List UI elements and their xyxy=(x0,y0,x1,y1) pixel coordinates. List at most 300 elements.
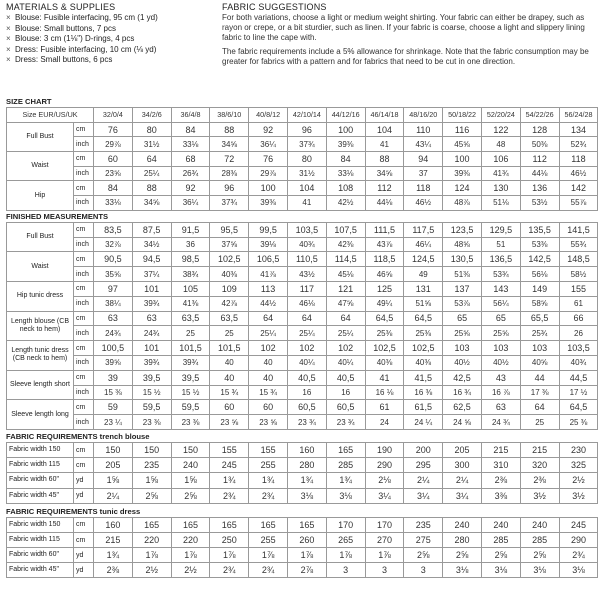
value-cell: 148,5 xyxy=(559,252,598,267)
value-cell: 280 xyxy=(443,532,482,547)
value-cell: 39,5 xyxy=(171,370,210,385)
value-cell: 88 xyxy=(365,152,404,167)
value-cell: 1¾ xyxy=(287,473,326,488)
value-cell: 84 xyxy=(94,181,133,196)
value-cell: 118 xyxy=(559,152,598,167)
value-cell: 143 xyxy=(481,282,520,297)
value-cell: 40¼ xyxy=(287,355,326,370)
value-cell: 51⅜ xyxy=(443,267,482,282)
fabric-width-label: Fabric width 150 xyxy=(7,442,74,457)
value-cell: 165 xyxy=(132,517,171,532)
value-cell: 64,5 xyxy=(559,400,598,415)
value-cell: 68 xyxy=(171,152,210,167)
value-cell: 1⅞ xyxy=(249,548,288,563)
materials-title: MATERIALS & SUPPLIES xyxy=(6,2,116,12)
value-cell: 1¾ xyxy=(249,473,288,488)
value-cell: 165 xyxy=(326,442,365,457)
value-cell: 245 xyxy=(559,517,598,532)
value-cell: 265 xyxy=(326,532,365,547)
value-cell: 2½ xyxy=(132,563,171,578)
value-cell: 1⅞ xyxy=(132,548,171,563)
unit-cm: cm xyxy=(74,122,94,137)
value-cell: 65 xyxy=(443,311,482,326)
value-cell: 53⅜ xyxy=(520,237,559,252)
value-cell: 1⅝ xyxy=(132,473,171,488)
value-cell: 38¾ xyxy=(171,267,210,282)
value-cell: 230 xyxy=(559,442,598,457)
value-cell: 53½ xyxy=(520,196,559,211)
value-cell: 131 xyxy=(404,282,443,297)
value-cell: 25¾ xyxy=(520,326,559,341)
value-cell: 215 xyxy=(94,532,133,547)
value-cell: 92 xyxy=(171,181,210,196)
value-cell: 43¼ xyxy=(404,137,443,152)
value-cell: 136 xyxy=(520,181,559,196)
value-cell: 107,5 xyxy=(326,222,365,237)
value-cell: 39⅜ xyxy=(326,137,365,152)
value-cell: 165 xyxy=(249,517,288,532)
value-cell: 1¾ xyxy=(210,473,249,488)
size-chart-table xyxy=(6,107,598,211)
value-cell: 39¾ xyxy=(171,355,210,370)
fabric-unit: cm xyxy=(74,532,94,547)
value-cell: 2¼ xyxy=(404,473,443,488)
value-cell: 235 xyxy=(404,517,443,532)
value-cell: 39¾ xyxy=(132,355,171,370)
fabric-unit: yd xyxy=(74,548,94,563)
value-cell: 25 xyxy=(210,326,249,341)
value-cell: 24¾ xyxy=(132,326,171,341)
measurement-row-cm xyxy=(7,400,598,415)
finished-measurements-title: FINISHED MEASUREMENTS xyxy=(6,211,109,221)
value-cell: 37 xyxy=(404,166,443,181)
fabric-row xyxy=(7,473,598,488)
value-cell: 65 xyxy=(481,311,520,326)
value-cell: 83,5 xyxy=(94,222,133,237)
value-cell: 99,5 xyxy=(249,222,288,237)
value-cell: 123,5 xyxy=(443,222,482,237)
value-cell: 103 xyxy=(481,341,520,356)
value-cell: 128 xyxy=(520,122,559,137)
value-cell: 58½ xyxy=(559,267,598,282)
value-cell: 109 xyxy=(210,282,249,297)
value-cell: 3⅛ xyxy=(443,563,482,578)
value-cell: 23 ⅜ xyxy=(171,415,210,430)
value-cell: 3⅜ xyxy=(481,488,520,503)
value-cell: 3⅛ xyxy=(326,488,365,503)
value-cell: 300 xyxy=(443,458,482,473)
value-cell: 59,5 xyxy=(132,400,171,415)
unit-cm: cm xyxy=(74,341,94,356)
value-cell: 134 xyxy=(559,122,598,137)
value-cell: 60 xyxy=(94,152,133,167)
value-cell: 94 xyxy=(404,152,443,167)
value-cell: 51⅝ xyxy=(404,296,443,311)
value-cell: 44½ xyxy=(249,296,288,311)
value-cell: 240 xyxy=(171,458,210,473)
value-cell: 2⅝ xyxy=(171,488,210,503)
value-cell: 51 xyxy=(481,237,520,252)
material-text: Dress: Fusible interfacing, 10 cm (⅛ yd) xyxy=(15,44,157,54)
value-cell: 24¾ xyxy=(94,326,133,341)
suggestions-section xyxy=(222,2,592,72)
value-cell: 25⅜ xyxy=(365,326,404,341)
fabric-width-label: Fabric width 45" xyxy=(7,563,74,578)
value-cell: 1¾ xyxy=(94,548,133,563)
value-cell: 39,5 xyxy=(132,370,171,385)
value-cell: 64 xyxy=(132,152,171,167)
value-cell: 41,5 xyxy=(404,370,443,385)
value-cell: 220 xyxy=(171,532,210,547)
value-cell: 17 ½ xyxy=(559,385,598,400)
value-cell: 29⅞ xyxy=(94,137,133,152)
value-cell: 285 xyxy=(520,532,559,547)
value-cell: 48⅝ xyxy=(443,237,482,252)
value-cell: 61,5 xyxy=(404,400,443,415)
value-cell: 129,5 xyxy=(481,222,520,237)
value-cell: 150 xyxy=(94,442,133,457)
value-cell: 25⅝ xyxy=(443,326,482,341)
value-cell: 285 xyxy=(481,532,520,547)
value-cell: 64,5 xyxy=(404,311,443,326)
value-cell: 90,5 xyxy=(94,252,133,267)
value-cell: 285 xyxy=(326,458,365,473)
value-cell: 24 ⅝ xyxy=(443,415,482,430)
unit-inch: inch xyxy=(74,267,94,282)
value-cell: 42⅞ xyxy=(210,296,249,311)
measurement-row-cm xyxy=(7,181,598,196)
material-item xyxy=(6,45,201,56)
value-cell: 46⅛ xyxy=(287,296,326,311)
value-cell: 76 xyxy=(249,152,288,167)
value-cell: 33⅛ xyxy=(94,196,133,211)
unit-cm: cm xyxy=(74,370,94,385)
value-cell: 28⅜ xyxy=(210,166,249,181)
value-cell: 101 xyxy=(132,282,171,297)
unit-cm: cm xyxy=(74,181,94,196)
value-cell: 64 xyxy=(287,311,326,326)
value-cell: 39⅜ xyxy=(443,166,482,181)
value-cell: 33⅛ xyxy=(326,166,365,181)
value-cell: 42⅜ xyxy=(326,237,365,252)
unit-inch: inch xyxy=(74,237,94,252)
value-cell: 15 ¾ xyxy=(249,385,288,400)
value-cell: 2⅝ xyxy=(132,488,171,503)
value-cell: 250 xyxy=(210,532,249,547)
value-cell: 59,5 xyxy=(171,400,210,415)
value-cell: 1⅞ xyxy=(365,548,404,563)
measurement-label: Length tunic dress (CB neck to hem) xyxy=(7,341,74,371)
value-cell: 25¼ xyxy=(287,326,326,341)
fabric-row xyxy=(7,517,598,532)
unit-inch: inch xyxy=(74,137,94,152)
value-cell: 235 xyxy=(132,458,171,473)
value-cell: 2⅜ xyxy=(481,473,520,488)
value-cell: 2½ xyxy=(559,473,598,488)
value-cell: 101,5 xyxy=(210,341,249,356)
value-cell: 106,5 xyxy=(249,252,288,267)
value-cell: 3½ xyxy=(559,488,598,503)
value-cell: 295 xyxy=(404,458,443,473)
value-cell: 3⅛ xyxy=(559,563,598,578)
measurement-row-cm xyxy=(7,370,598,385)
tables-section xyxy=(0,96,600,578)
value-cell: 124 xyxy=(443,181,482,196)
value-cell: 15 ⅜ xyxy=(94,385,133,400)
value-cell: 48⅞ xyxy=(443,196,482,211)
value-cell: 3⅛ xyxy=(287,488,326,503)
value-cell: 1⅞ xyxy=(210,548,249,563)
value-cell: 135,5 xyxy=(520,222,559,237)
value-cell: 41⅜ xyxy=(171,296,210,311)
value-cell: 25 xyxy=(520,415,559,430)
value-cell: 2⅝ xyxy=(481,548,520,563)
value-cell: 40⅜ xyxy=(365,355,404,370)
value-cell: 37¾ xyxy=(210,196,249,211)
measurement-row-cm xyxy=(7,252,598,267)
value-cell: 40⅝ xyxy=(520,355,559,370)
value-cell: 49¼ xyxy=(365,296,404,311)
value-cell: 40,5 xyxy=(326,370,365,385)
value-cell: 165 xyxy=(210,517,249,532)
value-cell: 56¼ xyxy=(481,296,520,311)
value-cell: 43⅞ xyxy=(365,237,404,252)
measurement-label: Full Bust xyxy=(7,122,74,151)
value-cell: 37⅝ xyxy=(210,237,249,252)
value-cell: 56⅛ xyxy=(520,267,559,282)
size-header-cell: 44/12/16 xyxy=(326,108,365,123)
value-cell: 114,5 xyxy=(326,252,365,267)
value-cell: 39⅝ xyxy=(94,355,133,370)
value-cell: 165 xyxy=(287,517,326,532)
value-cell: 205 xyxy=(94,458,133,473)
value-cell: 2¾ xyxy=(249,488,288,503)
value-cell: 108 xyxy=(326,181,365,196)
fabric-unit: yd xyxy=(74,563,94,578)
value-cell: 23⅝ xyxy=(94,166,133,181)
value-cell: 39⅛ xyxy=(249,237,288,252)
value-cell: 3 xyxy=(365,563,404,578)
value-cell: 41¾ xyxy=(481,166,520,181)
value-cell: 102 xyxy=(287,341,326,356)
value-cell: 40 xyxy=(210,355,249,370)
measurement-label: Full Bust xyxy=(7,222,74,252)
fabric-unit: yd xyxy=(74,473,94,488)
value-cell: 25⅝ xyxy=(481,326,520,341)
unit-inch: inch xyxy=(74,355,94,370)
value-cell: 64 xyxy=(520,400,559,415)
fabric-width-label: Fabric width 115 xyxy=(7,458,74,473)
value-cell: 275 xyxy=(404,532,443,547)
value-cell: 112 xyxy=(365,181,404,196)
value-cell: 122 xyxy=(481,122,520,137)
size-header-cell: 34/2/6 xyxy=(132,108,171,123)
value-cell: 104 xyxy=(365,122,404,137)
value-cell: 47⅝ xyxy=(326,296,365,311)
size-header-cell: 54/22/26 xyxy=(520,108,559,123)
fabric-row xyxy=(7,532,598,547)
measurement-row-inch xyxy=(7,296,598,311)
measurement-row-inch xyxy=(7,415,598,430)
value-cell: 63,5 xyxy=(171,311,210,326)
value-cell: 117,5 xyxy=(404,222,443,237)
value-cell: 15 ¾ xyxy=(210,385,249,400)
value-cell: 16 xyxy=(326,385,365,400)
value-cell: 40¼ xyxy=(326,355,365,370)
value-cell: 3 xyxy=(404,563,443,578)
value-cell: 40⅜ xyxy=(210,267,249,282)
fabric-dress-table xyxy=(6,517,598,579)
materials-list xyxy=(6,13,201,66)
unit-inch: inch xyxy=(74,415,94,430)
fabric-row xyxy=(7,458,598,473)
measurement-row-inch xyxy=(7,237,598,252)
value-cell: 40,5 xyxy=(287,370,326,385)
value-cell: 34⅝ xyxy=(210,137,249,152)
value-cell: 103 xyxy=(443,341,482,356)
value-cell: 100 xyxy=(249,181,288,196)
unit-cm: cm xyxy=(74,222,94,237)
value-cell: 94,5 xyxy=(132,252,171,267)
value-cell: 37¾ xyxy=(287,137,326,152)
value-cell: 60 xyxy=(249,400,288,415)
value-cell: 88 xyxy=(132,181,171,196)
value-cell: 41 xyxy=(287,196,326,211)
value-cell: 103,5 xyxy=(559,341,598,356)
measurement-label: Waist xyxy=(7,152,74,181)
value-cell: 95,5 xyxy=(210,222,249,237)
value-cell: 1⅞ xyxy=(287,548,326,563)
size-header-cell: 42/10/14 xyxy=(287,108,326,123)
value-cell: 118 xyxy=(404,181,443,196)
measurement-row-inch xyxy=(7,355,598,370)
value-cell: 44,5 xyxy=(559,370,598,385)
value-cell: 80 xyxy=(287,152,326,167)
value-cell: 40½ xyxy=(481,355,520,370)
value-cell: 97 xyxy=(94,282,133,297)
value-cell: 100 xyxy=(443,152,482,167)
value-cell: 113 xyxy=(249,282,288,297)
value-cell: 36¼ xyxy=(171,196,210,211)
value-cell: 49 xyxy=(404,267,443,282)
value-cell: 101,5 xyxy=(171,341,210,356)
value-cell: 16 ⅞ xyxy=(481,385,520,400)
value-cell: 40 xyxy=(249,370,288,385)
value-cell: 155 xyxy=(559,282,598,297)
value-cell: 130 xyxy=(481,181,520,196)
value-cell: 106 xyxy=(481,152,520,167)
value-cell: 36 xyxy=(171,237,210,252)
value-cell: 102,5 xyxy=(404,341,443,356)
value-cell: 23 ¾ xyxy=(326,415,365,430)
value-cell: 2¾ xyxy=(559,548,598,563)
value-cell: 55¾ xyxy=(559,237,598,252)
value-cell: 41 xyxy=(365,137,404,152)
value-cell: 245 xyxy=(210,458,249,473)
measurement-row-inch xyxy=(7,196,598,211)
value-cell: 23 ¼ xyxy=(94,415,133,430)
value-cell: 40¾ xyxy=(559,355,598,370)
value-cell: 160 xyxy=(94,517,133,532)
value-cell: 50⅜ xyxy=(520,137,559,152)
value-cell: 60 xyxy=(210,400,249,415)
value-cell: 61 xyxy=(559,296,598,311)
measurement-label: Sleeve length short xyxy=(7,370,74,400)
value-cell: 255 xyxy=(249,458,288,473)
fabric-width-label: Fabric width 60" xyxy=(7,548,74,563)
value-cell: 23 ⅝ xyxy=(210,415,249,430)
suggestions-title: FABRIC SUGGESTIONS xyxy=(222,2,327,12)
value-cell: 40⅜ xyxy=(404,355,443,370)
value-cell: 43½ xyxy=(287,267,326,282)
value-cell: 3¼ xyxy=(365,488,404,503)
value-cell: 100,5 xyxy=(94,341,133,356)
measurement-label: Length blouse (CB neck to hem) xyxy=(7,311,74,341)
value-cell: 33⅛ xyxy=(171,137,210,152)
material-text: Blouse: 3 cm (1⅛") D-rings, 4 pcs xyxy=(15,34,135,44)
value-cell: 32⅞ xyxy=(94,237,133,252)
value-cell: 125 xyxy=(365,282,404,297)
value-cell: 25¼ xyxy=(132,166,171,181)
value-cell: 325 xyxy=(559,458,598,473)
value-cell: 25⅜ xyxy=(404,326,443,341)
value-cell: 55⅞ xyxy=(559,196,598,211)
value-cell: 39 xyxy=(94,370,133,385)
value-cell: 136,5 xyxy=(481,252,520,267)
value-cell: 1⅝ xyxy=(94,473,133,488)
size-chart-title: SIZE CHART xyxy=(6,97,52,106)
measurement-row-inch xyxy=(7,137,598,152)
value-cell: 66 xyxy=(559,311,598,326)
value-cell: 111,5 xyxy=(365,222,404,237)
measurement-label: Hip tunic dress xyxy=(7,282,74,312)
value-cell: 31½ xyxy=(132,137,171,152)
value-cell: 16 ⅛ xyxy=(365,385,404,400)
value-cell: 117 xyxy=(287,282,326,297)
value-cell: 130,5 xyxy=(443,252,482,267)
bullet-x-icon: × xyxy=(6,13,11,22)
value-cell: 102 xyxy=(249,341,288,356)
value-cell: 149 xyxy=(520,282,559,297)
unit-inch: inch xyxy=(74,326,94,341)
value-cell: 63,5 xyxy=(210,311,249,326)
value-cell: 215 xyxy=(481,442,520,457)
value-cell: 16 ⅜ xyxy=(404,385,443,400)
fabric-blouse-title: FABRIC REQUIREMENTS trench blouse xyxy=(6,431,150,441)
value-cell: 137 xyxy=(443,282,482,297)
value-cell: 110,5 xyxy=(287,252,326,267)
value-cell: 40 xyxy=(210,370,249,385)
value-cell: 46½ xyxy=(559,166,598,181)
size-header-cell: 40/8/12 xyxy=(249,108,288,123)
value-cell: 76 xyxy=(94,122,133,137)
value-cell: 240 xyxy=(443,517,482,532)
value-cell: 205 xyxy=(443,442,482,457)
value-cell: 121 xyxy=(326,282,365,297)
value-cell: 255 xyxy=(249,532,288,547)
value-cell: 64,5 xyxy=(365,311,404,326)
fabric-width-label: Fabric width 150 xyxy=(7,517,74,532)
value-cell: 2½ xyxy=(171,563,210,578)
value-cell: 104 xyxy=(287,181,326,196)
fabric-unit: cm xyxy=(74,442,94,457)
finished-measurements-table xyxy=(6,222,598,430)
value-cell: 72 xyxy=(210,152,249,167)
value-cell: 92 xyxy=(249,122,288,137)
suggestions-paragraph-1: For both variations, choose a light or medium weight shirting. Your fabric can either be drapey, such as rayon or crepe, or a bit sturdier, such as linen. If your fabric is coarse, choose a light and slippery lining fabric to line the cape with. xyxy=(222,13,585,42)
value-cell: 48 xyxy=(481,137,520,152)
value-cell: 62,5 xyxy=(443,400,482,415)
